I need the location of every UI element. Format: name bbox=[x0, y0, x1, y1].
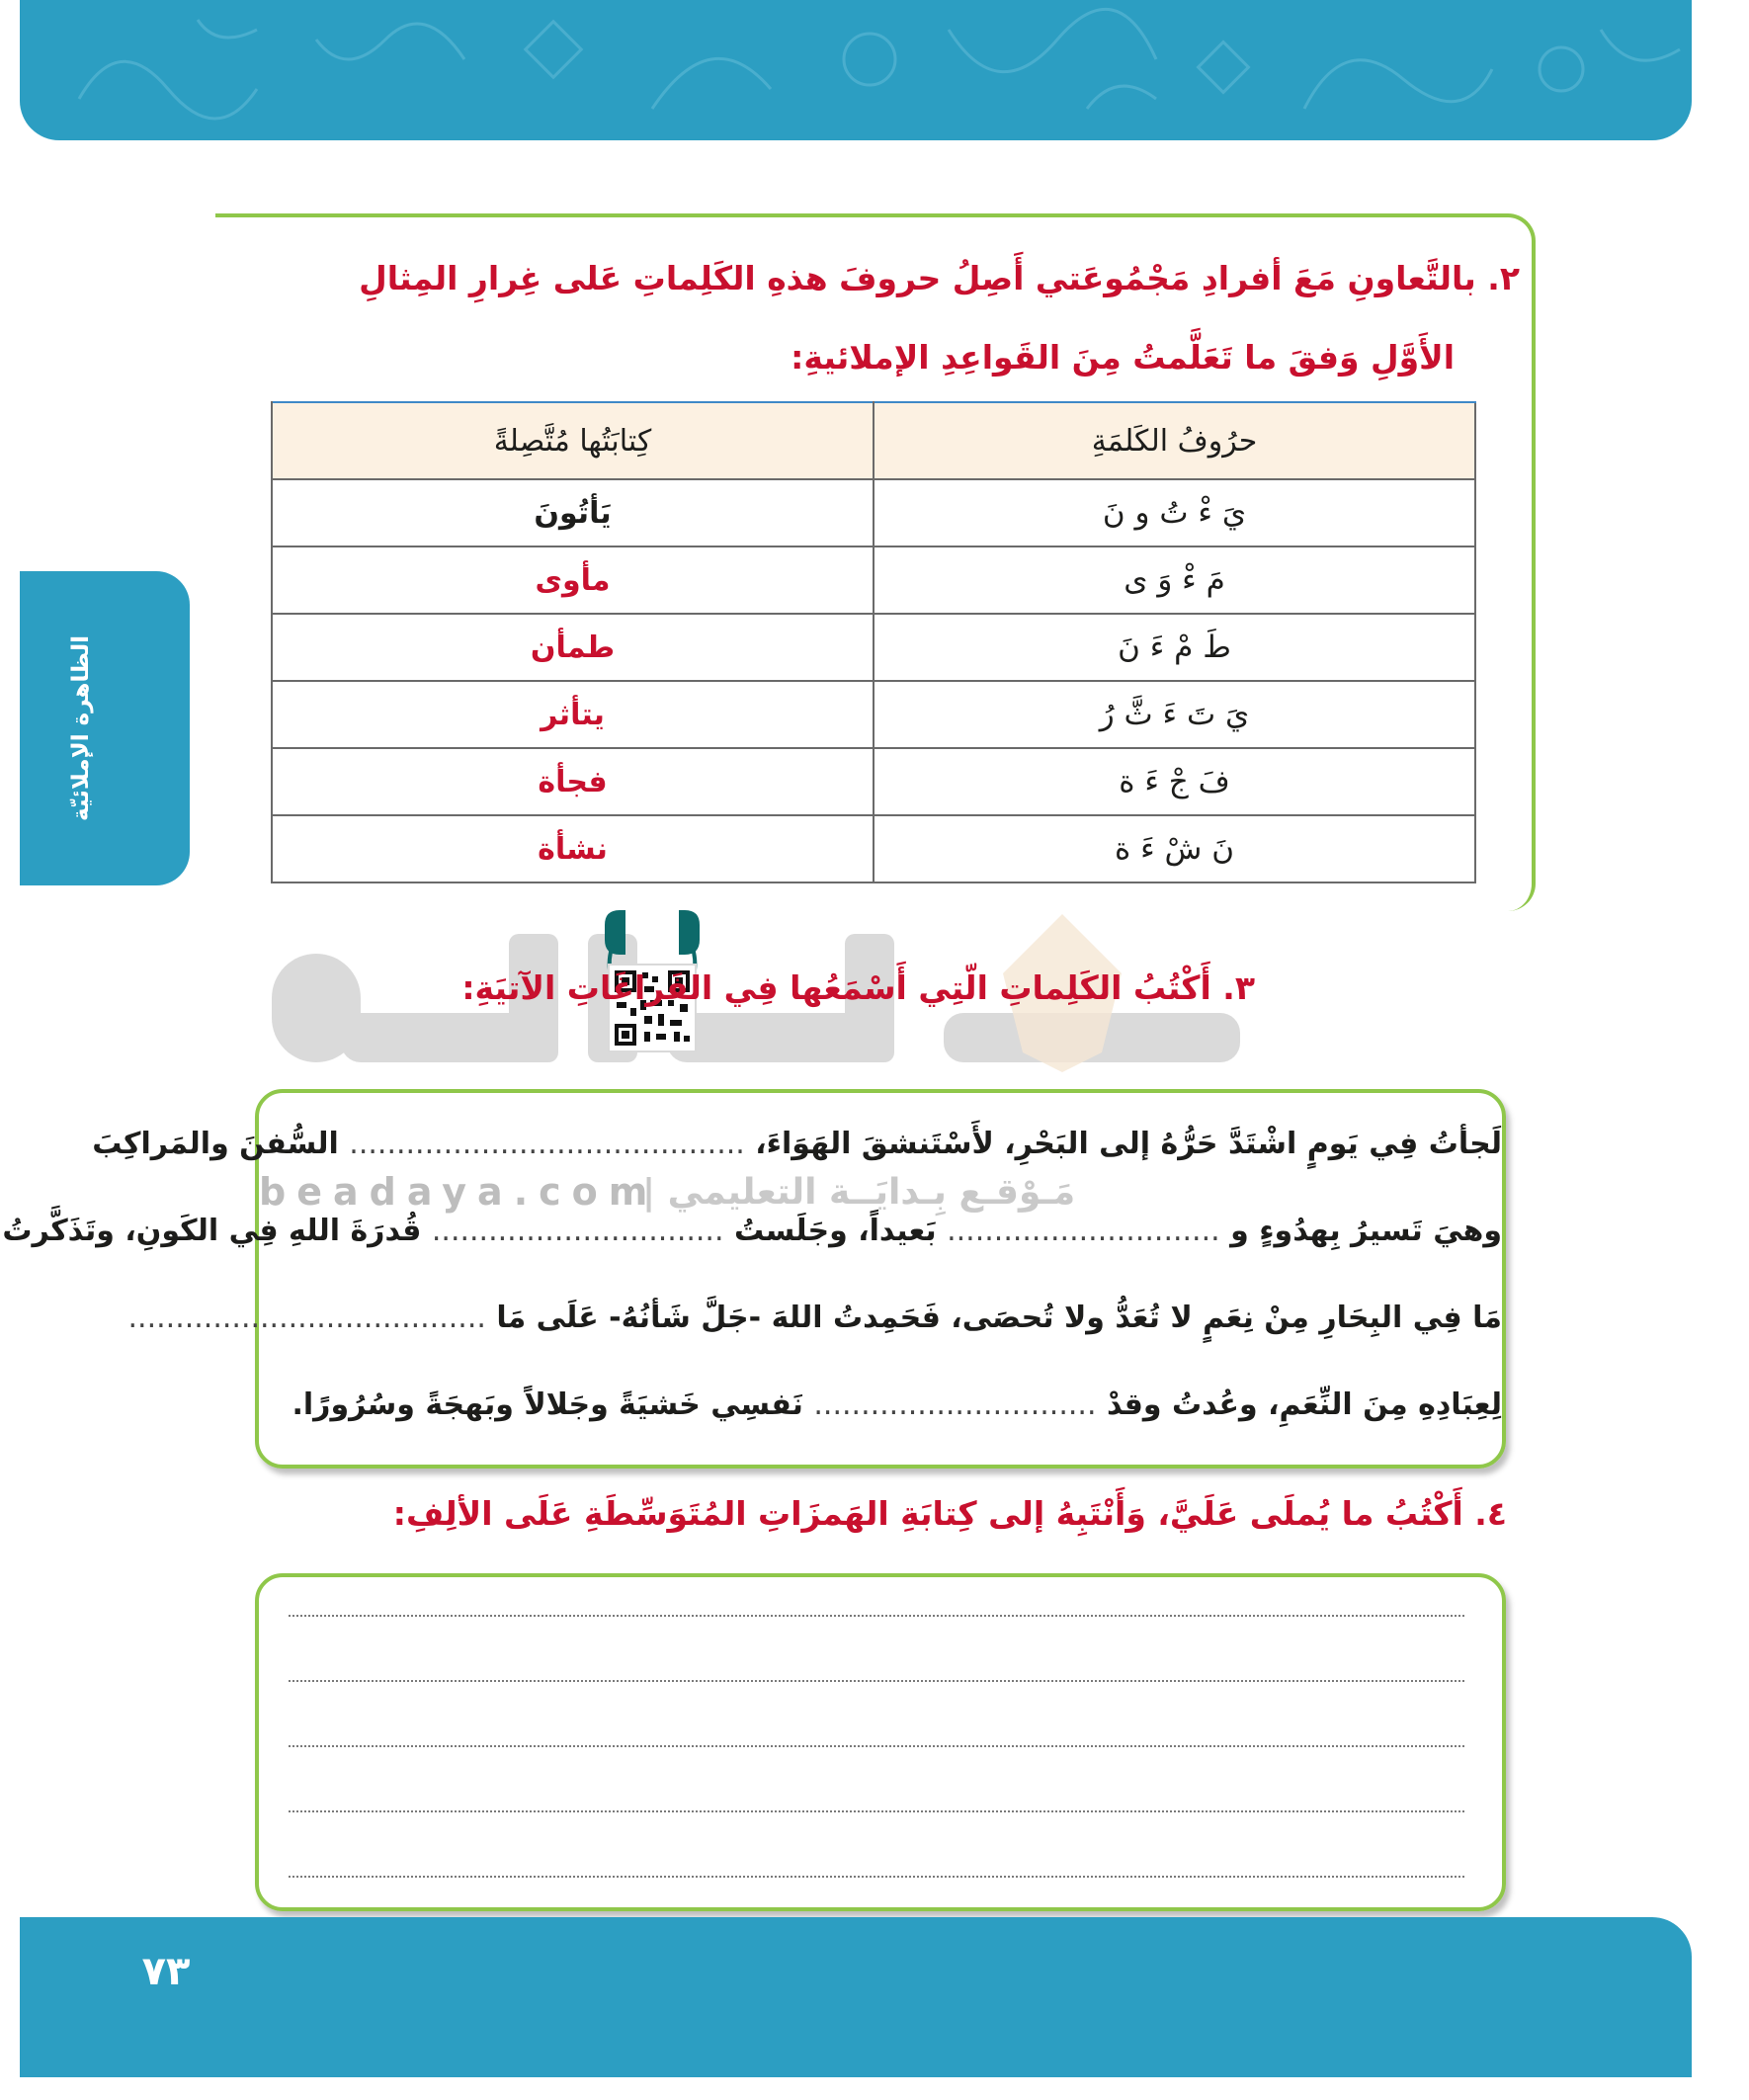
word-joined-answer: فجأة bbox=[272, 748, 874, 815]
word-letters: فَ جْ ءَ ة bbox=[874, 748, 1475, 815]
writing-line[interactable] bbox=[289, 1615, 1464, 1617]
blank-field[interactable]: ...................................... bbox=[127, 1301, 486, 1335]
word-letters: يَ ءْ تُ و نَ bbox=[874, 479, 1475, 546]
word-letters: مَ ءْ وَ ى bbox=[874, 546, 1475, 614]
letters-table bbox=[271, 401, 1476, 883]
exercise4-heading: ٤. أَكْتُبُ ما يُملَى عَلَيَّ، وَأَنْتَبِهُ إلى كِتابَةِ الهَمزَاتِ المُتَوَسِّطَةِ عَلَى الألِفِ: bbox=[392, 1494, 1507, 1533]
table-row bbox=[272, 614, 1475, 681]
blank-field[interactable]: ............................. bbox=[947, 1214, 1220, 1248]
table-row bbox=[272, 748, 1475, 815]
bottom-band bbox=[20, 1917, 1692, 2077]
page-number: ٧٣ bbox=[141, 1949, 191, 1994]
chapter-side-tab bbox=[20, 571, 190, 885]
blank-field[interactable]: ............................... bbox=[431, 1214, 724, 1248]
watermark-url: beadaya.com bbox=[259, 1170, 659, 1214]
writing-line[interactable] bbox=[289, 1810, 1464, 1812]
writing-line[interactable] bbox=[289, 1745, 1464, 1747]
word-letters: يَ تَ ءَ ثَّ رُ bbox=[874, 681, 1475, 748]
letters-column-header: حرُوفُ الكَلمَةِ bbox=[874, 402, 1475, 479]
calligraphy-pattern bbox=[20, 0, 1692, 140]
exercise2-heading-line1: ٢. بالتَّعاونِ مَعَ أفرادِ مَجْمُوعَتي أَصِلُ حروفَ هذهِ الكَلِماتِ عَلى غِرارِ المِثالِ bbox=[359, 259, 1520, 297]
table-row bbox=[272, 681, 1475, 748]
word-joined: يَأتُونَ bbox=[272, 479, 874, 546]
exercise2-heading-line2: الأَوَّلِ وَفقَ ما تَعَلَّمتُ مِنَ القَواعِدِ الإملائيةِ: bbox=[791, 338, 1455, 377]
word-joined-answer: مأوى bbox=[272, 546, 874, 614]
paragraph-line: مَا فِي البِحَارِ مِنْ نِعَمٍ لا تُعَدُّ ولا تُحصَى، فَحَمِدتُ اللهَ -جَلَّ شَأنُهُ- عَلَى مَا ...................................... bbox=[127, 1301, 1502, 1335]
word-joined-answer: نشأة bbox=[272, 815, 874, 882]
paragraph-line: لِعِبَادِهِ مِنَ النِّعَمِ، وعُدتُ وقدْ .............................. نَفسِي خَشيَةً وجَلالاً وبَهجَةً وسُرُورًا. bbox=[292, 1387, 1502, 1422]
paragraph-line: وهيَ تَسيرُ بِهدُوءٍ و ............................. بَعيداً، وجَلَستُ ............................... قُدرَةَ اللهِ فِي الكَونِ، وتَذَكَّرتُ bbox=[2, 1214, 1502, 1248]
watermark-tagline: مَـوْقـع بِـدايَــة التعليمي | bbox=[642, 1172, 1076, 1213]
table-row bbox=[272, 815, 1475, 882]
exercise3-heading: ٣. أَكْتُبُ الكَلِماتِ الّتِي أَسْمَعُها فِي الفَراغَاتِ الآتيَةِ: bbox=[461, 968, 1255, 1007]
dictation-writing-frame bbox=[255, 1573, 1506, 1911]
table-row bbox=[272, 546, 1475, 614]
paragraph-line: لَجأتُ فِي يَومٍ اشْتَدَّ حَرُّهُ إلى البَحْرِ، لأَسْتَنشقَ الهَوَاءَ، .......................................... السُّفنَ والمَراكِبَ bbox=[92, 1127, 1502, 1161]
writing-line[interactable] bbox=[289, 1876, 1464, 1878]
table-row bbox=[272, 479, 1475, 546]
word-letters: نَ شْ ءَ ة bbox=[874, 815, 1475, 882]
writing-line[interactable] bbox=[289, 1680, 1464, 1682]
word-letters: طَ مْ ءَ نَ bbox=[874, 614, 1475, 681]
blank-field[interactable]: .......................................... bbox=[349, 1127, 745, 1161]
blank-field[interactable]: .............................. bbox=[813, 1387, 1097, 1422]
joined-column-header: كِتابَتُها مُتَّصِلةً bbox=[272, 402, 874, 479]
top-banner bbox=[20, 0, 1692, 140]
word-joined-answer: يتأثر bbox=[272, 681, 874, 748]
word-joined-answer: طمأن bbox=[272, 614, 874, 681]
